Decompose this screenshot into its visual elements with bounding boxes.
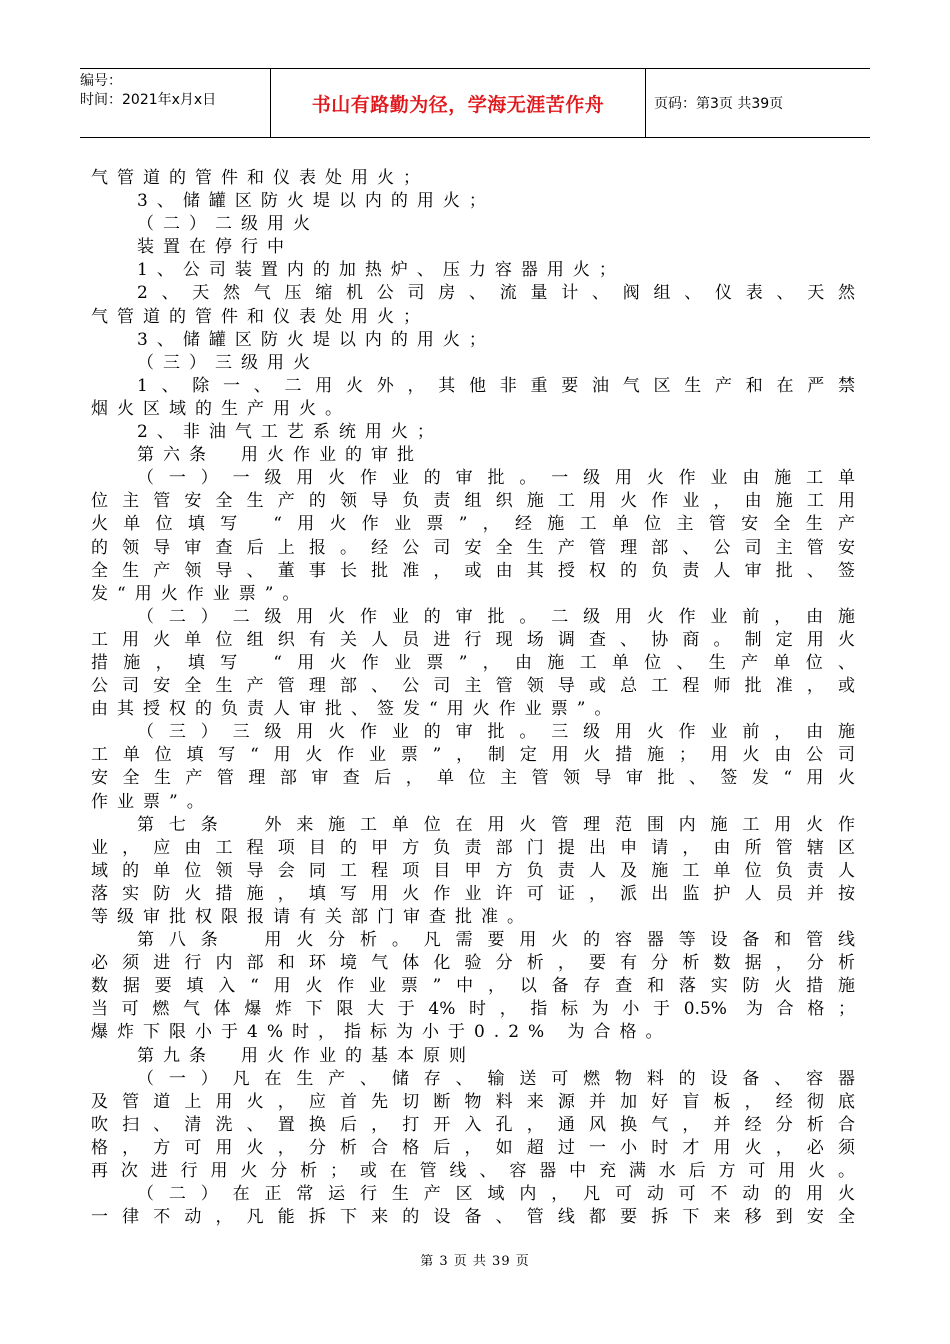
body-line: 措施，填写 “用火作业票”，由施工单位、生产单位、 (91, 652, 855, 673)
body-line: （二）二级用火作业的审批。二级用火作业前，由施 (137, 606, 855, 627)
body-line: （三）三级用火 (137, 352, 319, 373)
body-line: 安全生产管理部审查后，单位主管领导审批、签发“用火 (91, 768, 855, 789)
body-line: （二）二级用火 (137, 214, 319, 235)
body-line: 烟火区域的生产用火。 (91, 398, 351, 419)
body-line: 工单位填写“用火作业票”，制定用火措施；用火由公司 (91, 745, 855, 766)
body-line: 装置在停行中 (137, 237, 293, 258)
body-line: 第九条 用火作业的基本原则 (137, 1045, 475, 1066)
body-line: 的领导审查后上报。经公司安全生产管理部、公司主管安 (91, 537, 855, 558)
body-line: 第六条 用火作业的审批 (137, 445, 423, 466)
body-line: （一）一级用火作业的审批。一级用火作业由施工单 (137, 468, 855, 489)
body-line: 数据要填入“用火作业票”中，以备存查和落实防火措施 (91, 976, 855, 997)
body-line: 位主管安全生产的领导负责组织施工用火作业，由施工用 (91, 491, 855, 512)
body-line: 1、除一、二用火外，其他非重要油气区生产和在严禁 (137, 375, 855, 396)
body-line: 一律不动，凡能拆下来的设备、管线都要拆下来移到安全 (91, 1207, 855, 1228)
body-line: 第八条 用火分析。凡需要用火的容器等设备和管线 (137, 930, 855, 951)
body-line: 等级审批权限报请有关部门审查批准。 (91, 907, 533, 927)
body-line: 发“用火作业票”。 (91, 583, 309, 604)
header-motto: 书山有路勤为径，学海无涯苦作舟 (270, 69, 646, 137)
body-line: 气管道的管件和仪表处用火； (91, 168, 429, 188)
body-line: （二）在正常运行生产区域内，凡可动可不动的用火 (137, 1184, 855, 1205)
body-line: 业，应由工程项目的甲方负责部门提出申请，由所管辖区 (91, 837, 855, 858)
body-line: 必须进行内部和环境气体化验分析，要有分析数据，分析 (91, 953, 855, 974)
body-line: 3、储罐区防火堤以内的用火； (137, 191, 495, 212)
body-line: 爆炸下限小于4%时，指标为小于0.2% 为合格。 (91, 1022, 672, 1043)
body-line: 域的单位领导会同工程项目甲方负责人及施工单位负责人 (91, 860, 855, 881)
body-line: 全生产领导、董事长批准，或由其授权的负责人审批、签 (91, 560, 855, 581)
body-line: 落实防火措施，填写用火作业许可证，派出监护人员并按 (91, 883, 855, 904)
body-line: 工用火单位组织有关人员进行现场调查、协商。制定用火 (91, 629, 855, 650)
body-line: 格，方可用火，分析合格后，如超过一小时才用火，必须 (91, 1137, 855, 1158)
document-body (91, 167, 855, 1229)
page-footer: 第 3 页 共 39 页 (420, 1254, 530, 1269)
body-line: 吹扫、清洗、置换后，打开入孔，通风换气，并经分析合 (91, 1114, 855, 1135)
body-line: 及管道上用火，应首先切断物料来源并加好盲板，经彻底 (91, 1091, 855, 1112)
body-line: 2、非油气工艺系统用火； (137, 422, 443, 443)
document-date-label: 时间：2021年x月x日 (80, 92, 217, 108)
body-line: 气管道的管件和仪表处用火； (91, 306, 429, 327)
header-page-info: 页码：第3页 共39页 (654, 96, 784, 112)
body-line: 公司安全生产管理部、公司主管领导或总工程师批准，或 (91, 676, 855, 697)
body-line: 火单位填写 “用火作业票”，经施工单位主管安全生产 (91, 514, 855, 535)
body-line: 由其授权的负责人审批、签发“用火作业票”。 (91, 699, 621, 720)
document-number-label: 编号： (80, 73, 122, 89)
document-header (80, 68, 870, 138)
body-line: 3、储罐区防火堤以内的用火； (137, 329, 495, 350)
body-line: 当可燃气体爆炸下限大于4%时，指标为小于0.5% 为合格； (91, 999, 855, 1020)
body-line: 第七条 外来施工单位在用火管理范围内施工用火作 (137, 814, 855, 835)
body-line: 2、天然气压缩机公司房、流量计、阀组、仪表、天然 (137, 283, 855, 304)
body-line: 作业票”。 (91, 791, 213, 812)
body-line: 再次进行用火分析；或在管线、容器中充满水后方可用火。 (91, 1161, 855, 1182)
header-meta (80, 69, 270, 137)
body-line: （一）凡在生产、储存、输送可燃物料的设备、容器 (137, 1068, 855, 1089)
body-line: 1、公司装置内的加热炉、压力容器用火； (137, 260, 625, 281)
body-line: （三）三级用火作业的审批。三级用火作业前，由施 (137, 722, 855, 743)
